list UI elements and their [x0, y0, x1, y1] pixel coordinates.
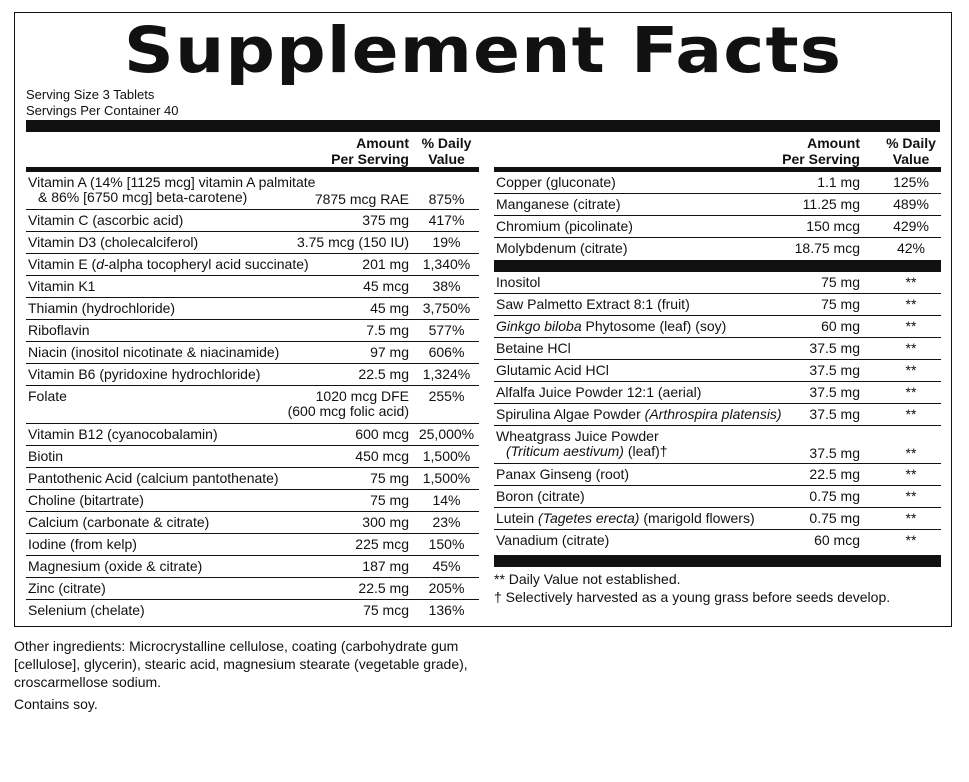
nutrient-row: [26, 556, 479, 578]
daily-value: 38%: [432, 278, 461, 294]
daily-value: **: [905, 510, 917, 526]
nutrient-row: [26, 424, 479, 446]
nutrient-name: [496, 429, 668, 459]
amount-per-serving: 375 mg: [362, 212, 409, 228]
right-column: [494, 132, 941, 552]
nutrient-row: [26, 534, 479, 556]
daily-value: **: [905, 445, 917, 461]
nutrient-name-prefix: Spirulina Algae Powder: [496, 406, 645, 422]
right-column-header: [494, 132, 941, 172]
nutrient-name: Niacin (inositol nicotinate & niacinamide): [28, 344, 280, 360]
daily-value: 606%: [428, 344, 465, 360]
nutrient-row: [26, 342, 479, 364]
daily-value: 3,750%: [422, 300, 471, 316]
daily-value: 875%: [428, 191, 465, 207]
daily-value: 429%: [893, 218, 929, 234]
nutrient-name: Folate: [28, 388, 67, 404]
nutrient-name: Vitamin B12 (cyanocobalamin): [28, 426, 218, 442]
daily-value: 1,324%: [422, 366, 471, 382]
amount-per-serving: 75 mg: [370, 492, 409, 508]
amount-per-serving: 187 mg: [362, 558, 409, 574]
amount-line2: (600 mcg folic acid): [287, 403, 409, 419]
nutrient-name: Calcium (carbonate & citrate): [28, 514, 210, 530]
amount-per-serving: 60 mg: [821, 318, 860, 334]
amount-per-serving: 45 mg: [370, 300, 409, 316]
nutrient-row: [494, 404, 941, 426]
nutrient-row: [494, 338, 941, 360]
nutrient-name: Panax Ginseng (root): [496, 466, 630, 482]
nutrient-name: [28, 175, 315, 205]
nutrient-name: Pantothenic Acid (calcium pantothenate): [28, 470, 279, 486]
nutrient-name: Vitamin B6 (pyridoxine hydrochloride): [28, 366, 261, 382]
left-nutrient-rows: [26, 172, 479, 622]
daily-value-heading-right: [881, 135, 941, 167]
latin-name: Ginkgo biloba: [496, 318, 582, 334]
section-divider-bar: [494, 260, 941, 272]
amount-per-serving: 60 mcg: [814, 532, 860, 548]
nutrient-name: Vitamin K1: [28, 278, 96, 294]
nutrient-row: [494, 508, 941, 530]
amount-per-serving: 450 mcg: [355, 448, 409, 464]
amount-per-serving: 37.5 mg: [809, 445, 860, 461]
right-mineral-rows: [494, 172, 941, 260]
daily-value: **: [905, 384, 917, 400]
amount-per-serving: 3.75 mcg (150 IU): [296, 234, 409, 250]
nutrient-row: [26, 172, 479, 210]
nutrient-name-line1: Vitamin A (14% [1125 mcg] vitamin A palmitate: [28, 174, 316, 190]
nutrient-row: [494, 426, 941, 464]
nutrient-name-prefix: Vitamin E (: [28, 256, 97, 272]
nutrient-row: [26, 446, 479, 468]
daily-value: 150%: [428, 536, 465, 552]
daily-value: **: [905, 488, 917, 504]
nutrient-name: Vitamin D3 (cholecalciferol): [28, 234, 199, 250]
daily-value: 417%: [428, 212, 465, 228]
amount-per-serving: 22.5 mg: [809, 466, 860, 482]
nutrient-row: [26, 298, 479, 320]
nutrient-name: [496, 407, 782, 422]
nutrient-row: [494, 316, 941, 338]
nutrient-row: [494, 486, 941, 508]
nutrient-name: Vitamin C (ascorbic acid): [28, 212, 184, 228]
amount-per-serving: 37.5 mg: [809, 384, 860, 400]
daily-value: 14%: [432, 492, 461, 508]
amount-per-serving: 37.5 mg: [809, 340, 860, 356]
amount-per-serving: 1.1 mg: [817, 174, 860, 190]
servings-per-container: Servings Per Container 40: [26, 103, 179, 118]
nutrient-name: Riboflavin: [28, 322, 90, 338]
nutrient-name-suffix: (leaf)†: [623, 443, 668, 459]
nutrient-row: [26, 364, 479, 386]
nutrient-name: Boron (citrate): [496, 488, 585, 504]
amount-per-serving: [288, 389, 409, 419]
amount-per-serving: 7.5 mg: [366, 322, 409, 338]
footer-bar: [494, 555, 941, 567]
nutrient-name: Betaine HCl: [496, 340, 571, 356]
nutrient-name-line2: & 86% [6750 mcg] beta-carotene): [38, 189, 248, 205]
supplement-facts-panel: [14, 12, 952, 627]
nutrient-row: [26, 254, 479, 276]
nutrient-row: [494, 382, 941, 404]
nutrient-row: [494, 194, 941, 216]
header-bar: [26, 120, 940, 132]
nutrient-name: [28, 257, 309, 272]
daily-value: 1,340%: [422, 256, 471, 272]
nutrient-name: Alfalfa Juice Powder 12:1 (aerial): [496, 384, 702, 400]
nutrient-row: [26, 578, 479, 600]
amount-per-serving: 75 mg: [370, 470, 409, 486]
latin-name: d: [96, 256, 105, 272]
amount-per-serving: 300 mg: [362, 514, 409, 530]
nutrient-name: Manganese (citrate): [496, 196, 621, 212]
nutrient-row: [494, 464, 941, 486]
right-botanical-rows: [494, 272, 941, 552]
serving-size: Serving Size 3 Tablets: [26, 87, 155, 102]
amount-per-serving-heading: [331, 135, 409, 167]
nutrient-row: [494, 530, 941, 552]
amount-line1: 1020 mcg DFE: [315, 388, 409, 404]
nutrient-name: Zinc (citrate): [28, 580, 106, 596]
nutrient-name: [496, 319, 726, 334]
nutrient-row: [26, 468, 479, 490]
nutrient-name: Inositol: [496, 274, 541, 290]
allergen-statement: Contains soy.: [14, 696, 98, 712]
nutrient-name: Copper (gluconate): [496, 174, 616, 190]
dv-heading-line2: Value: [892, 151, 930, 167]
nutrient-name: Thiamin (hydrochloride): [28, 300, 176, 316]
daily-value: 125%: [893, 174, 929, 190]
amount-heading-line2: Per Serving: [782, 151, 860, 167]
amount-per-serving: 37.5 mg: [809, 362, 860, 378]
nutrient-name-prefix: Lutein: [496, 510, 539, 526]
daily-value: 577%: [428, 322, 465, 338]
nutrient-row: [26, 232, 479, 254]
nutrient-row: [494, 238, 941, 260]
amount-per-serving: 18.75 mcg: [794, 240, 860, 256]
dv-heading-line1: % Daily: [421, 135, 472, 151]
nutrient-row: [26, 600, 479, 622]
daily-value: **: [905, 340, 917, 356]
daily-value: 45%: [432, 558, 461, 574]
daily-value: **: [905, 318, 917, 334]
dv-heading-line1: % Daily: [886, 135, 936, 151]
other-ingredients: Other ingredients: Microcrystalline cellulose, coating (carbohydrate gum [cellulose], glycerin), stearic acid, magnesium stearate (vegetable grade), croscarmellose sodium.: [14, 638, 468, 690]
nutrient-name: Glutamic Acid HCl: [496, 362, 609, 378]
amount-per-serving: 7875 mcg RAE: [314, 191, 409, 207]
amount-per-serving: 75 mg: [821, 296, 860, 312]
amount-per-serving: 45 mcg: [363, 278, 409, 294]
daily-value: 255%: [428, 388, 465, 404]
amount-per-serving: 75 mcg: [363, 602, 409, 618]
daily-value: 25,000%: [418, 426, 475, 442]
daily-value-heading: [414, 135, 479, 167]
daily-value: 205%: [428, 580, 465, 596]
amount-per-serving: 37.5 mg: [809, 406, 860, 422]
nutrient-row: [494, 360, 941, 382]
daily-value: 136%: [428, 602, 465, 618]
latin-name: (Tagetes erecta): [538, 510, 640, 526]
panel-title: Supplement Facts: [123, 14, 843, 87]
daily-value: 23%: [432, 514, 461, 530]
nutrient-row: [26, 386, 479, 424]
nutrient-row: [26, 320, 479, 342]
nutrient-name: Choline (bitartrate): [28, 492, 144, 508]
amount-per-serving: 0.75 mg: [809, 510, 860, 526]
amount-per-serving: 22.5 mg: [358, 366, 409, 382]
amount-heading-line1: Amount: [807, 135, 860, 151]
daily-value: **: [905, 296, 917, 312]
left-column-header: [26, 132, 479, 172]
amount-per-serving-heading-right: [782, 135, 860, 167]
amount-heading-line2: Per Serving: [331, 151, 409, 167]
amount-per-serving: 75 mg: [821, 274, 860, 290]
left-column: [26, 132, 479, 622]
amount-per-serving: 22.5 mg: [358, 580, 409, 596]
daily-value: 19%: [432, 234, 461, 250]
amount-per-serving: 150 mcg: [806, 218, 860, 234]
nutrient-row: [494, 216, 941, 238]
amount-heading-line1: Amount: [356, 135, 409, 151]
nutrient-name: Molybdenum (citrate): [496, 240, 628, 256]
daily-value: **: [905, 362, 917, 378]
dv-heading-line2: Value: [428, 151, 465, 167]
nutrient-name: Vanadium (citrate): [496, 532, 610, 548]
nutrient-row: [494, 272, 941, 294]
amount-per-serving: 0.75 mg: [809, 488, 860, 504]
amount-per-serving: 600 mcg: [355, 426, 409, 442]
nutrient-name-suffix: Phytosome (leaf) (soy): [581, 318, 727, 334]
nutrient-name: Saw Palmetto Extract 8:1 (fruit): [496, 296, 690, 312]
footnote-wheatgrass: † Selectively harvested as a young grass before seeds develop.: [494, 589, 891, 605]
nutrient-name-line2: [496, 444, 668, 459]
daily-value: 1,500%: [422, 448, 471, 464]
nutrient-row: [494, 172, 941, 194]
daily-value: **: [905, 406, 917, 422]
nutrient-name-suffix: (marigold flowers): [639, 510, 755, 526]
nutrient-name: Selenium (chelate): [28, 602, 145, 618]
nutrient-name: Chromium (picolinate): [496, 218, 633, 234]
nutrient-row: [26, 276, 479, 298]
nutrient-name: Iodine (from kelp): [28, 536, 137, 552]
nutrient-name: Biotin: [28, 448, 64, 464]
amount-per-serving: 97 mg: [370, 344, 409, 360]
nutrient-row: [26, 210, 479, 232]
daily-value: **: [905, 466, 917, 482]
nutrient-row: [26, 490, 479, 512]
daily-value: **: [905, 532, 917, 548]
daily-value: **: [905, 274, 917, 290]
amount-per-serving: 201 mg: [362, 256, 409, 272]
amount-per-serving: 11.25 mg: [802, 196, 860, 212]
daily-value: 1,500%: [422, 470, 471, 486]
daily-value: 489%: [893, 196, 929, 212]
latin-name: (Arthrospira platensis): [644, 406, 782, 422]
nutrient-row: [26, 512, 479, 534]
nutrient-name: [496, 511, 755, 526]
amount-per-serving: 225 mcg: [355, 536, 409, 552]
nutrient-row: [494, 294, 941, 316]
nutrient-name-suffix: -alpha tocopheryl acid succinate): [104, 256, 309, 272]
daily-value: 42%: [896, 240, 926, 256]
footnote-daily-value: ** Daily Value not established.: [494, 571, 681, 587]
latin-name: (Triticum aestivum): [506, 443, 624, 459]
nutrient-name: Magnesium (oxide & citrate): [28, 558, 203, 574]
nutrient-name-line1: Wheatgrass Juice Powder: [496, 428, 659, 444]
